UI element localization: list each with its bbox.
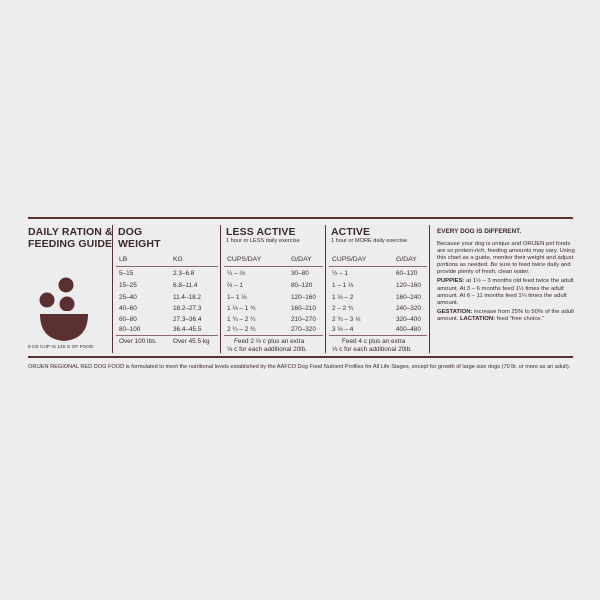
- cell-cups-less: ⅔ – 1: [227, 282, 243, 289]
- cell-lb: 25–40: [119, 294, 137, 301]
- cell-lb: 5–15: [119, 270, 134, 277]
- gestation-text: increase from 25% to 50% of the adult amount.: [437, 308, 574, 322]
- cell-g-active: 240–320: [396, 305, 421, 312]
- cell-cups-active: 2 ¾ – 3 ⅓: [332, 316, 361, 323]
- top-rule: [28, 217, 573, 219]
- less-active-sub: 1 hour or LESS daily exercise: [226, 238, 300, 244]
- cell-kg: 2.3–6.8: [173, 270, 195, 277]
- aafco-statement: ORIJEN REGIONAL RED DOG FOOD is formulated to meet the nutritional levels established by the AAFCO Dog Food Nutrient Profiles for All Life Stages, except for growth of large size dogs (70 lb. or more as an adult).: [28, 364, 571, 370]
- cell-kg: 6.8–11.4: [173, 282, 198, 289]
- cell-cups-active: ½ – 1: [332, 270, 348, 277]
- puppies-text: at 1½ – 3 months old feed twice the adult amount. At 3 – 6 months feed 1½ times the adult amount. At 6 – 11 months feed 1¼ times the adult amount.: [437, 278, 574, 306]
- cell-cups-active: 3 ⅓ – 4: [332, 326, 354, 333]
- less-active-title: LESS ACTIVE: [226, 226, 296, 238]
- guide-title-line1: DAILY RATION &: [28, 226, 113, 238]
- divider-2: [220, 225, 221, 353]
- notes-body: [437, 241, 577, 323]
- divider-4: [429, 225, 430, 353]
- extra-less-line2: ⅓ c for each additional 20lb.: [227, 346, 307, 353]
- puppies-label: PUPPIES:: [437, 278, 465, 285]
- active-title: ACTIVE: [331, 226, 371, 238]
- cell-kg: 36.4–45.5: [173, 326, 202, 333]
- cell-g-less: 210–270: [291, 316, 316, 323]
- header-kg: KG: [173, 256, 183, 263]
- cell-kg: 27.3–36.4: [173, 316, 202, 323]
- gestation-note: [437, 309, 577, 323]
- cell-cups-less: ¼ – ⅔: [227, 270, 245, 277]
- header-lb: LB: [119, 256, 128, 263]
- rows-underline-2: [224, 335, 323, 336]
- cell-kg: 11.4–18.2: [173, 294, 201, 301]
- header-g-active: G/DAY: [396, 256, 417, 263]
- cell-lb: 40–60: [119, 305, 137, 312]
- rows-underline-3: [329, 335, 427, 336]
- cell-cups-active: 2 – 2 ¾: [332, 305, 354, 312]
- header-underline-2: [224, 266, 323, 267]
- cell-cups-less: 1– 1 ⅓: [227, 294, 247, 301]
- extra-active-line1: Feed 4 c plus an extra: [342, 338, 406, 345]
- cell-cups-less: 1 ⅓ – 1 ¾: [227, 305, 256, 312]
- cell-lb: 15–25: [119, 282, 137, 289]
- cell-g-less: 30–80: [291, 270, 309, 277]
- lactation-label: LACTATION:: [459, 315, 496, 322]
- cell-g-less: 120–160: [291, 294, 316, 301]
- over-lb: Over 100 lbs.: [119, 338, 158, 345]
- divider-3: [325, 225, 326, 353]
- bottom-rule: [28, 356, 573, 358]
- active-sub: 1 hour or MORE daily exercise: [331, 238, 408, 244]
- header-underline-1: [116, 266, 218, 267]
- food-bowl-icon: [28, 273, 98, 345]
- cell-lb: 60–80: [119, 316, 137, 323]
- cell-lb: 80–100: [119, 326, 141, 333]
- extra-less-line1: Feed 2 ⅔ c plus an extra: [234, 338, 305, 345]
- cup-note: 8 OZ CUP IS 120 G OF FOOD: [28, 345, 94, 350]
- notes-para: Because your dog is unique and ORIJEN pet foods are so protein-rich, feeding amounts may vary. Using this chart as a guide, monitor their weight and adjust portions as needed. Be sure to feed twice daily and provide plenty of fresh, clean water.: [437, 241, 575, 276]
- guide-title-line2: FEEDING GUIDE: [28, 238, 113, 250]
- cell-g-less: 80–120: [291, 282, 313, 289]
- rows-underline-1: [116, 335, 218, 336]
- puppies-note: [437, 278, 577, 306]
- cell-g-active: 320–400: [396, 316, 421, 323]
- cell-g-less: 160–210: [291, 305, 316, 312]
- cell-cups-active: 1 ⅓ – 2: [332, 294, 354, 301]
- cell-g-less: 270–320: [291, 326, 316, 333]
- dog-weight-title-line1: DOG: [118, 226, 143, 238]
- cell-cups-less: 2 ¼ – 2 ¾: [227, 326, 256, 333]
- cell-g-active: 400–480: [396, 326, 421, 333]
- header-g-less: G/DAY: [291, 256, 312, 263]
- extra-active-line2: ⅓ c for each additional 20lb.: [332, 346, 412, 353]
- cell-g-active: 120–160: [396, 282, 421, 289]
- header-cups-active: CUPS/DAY: [332, 256, 367, 263]
- cell-kg: 18.2–27.3: [173, 305, 202, 312]
- cell-cups-less: 1 ¾ – 2 ¼: [227, 316, 256, 323]
- header-underline-3: [329, 266, 427, 267]
- dog-weight-title-line2: WEIGHT: [118, 238, 161, 250]
- notes-heading: EVERY DOG IS DIFFERENT.: [437, 228, 522, 235]
- over-kg: Over 45.5 kg: [173, 338, 210, 345]
- cell-g-active: 160–240: [396, 294, 421, 301]
- header-cups-less: CUPS/DAY: [227, 256, 262, 263]
- cell-cups-active: 1 – 1 ⅓: [332, 282, 354, 289]
- gestation-label: GESTATION:: [437, 308, 473, 315]
- cell-g-active: 60–120: [396, 270, 418, 277]
- lactation-text: feed “free choice.”: [496, 315, 545, 322]
